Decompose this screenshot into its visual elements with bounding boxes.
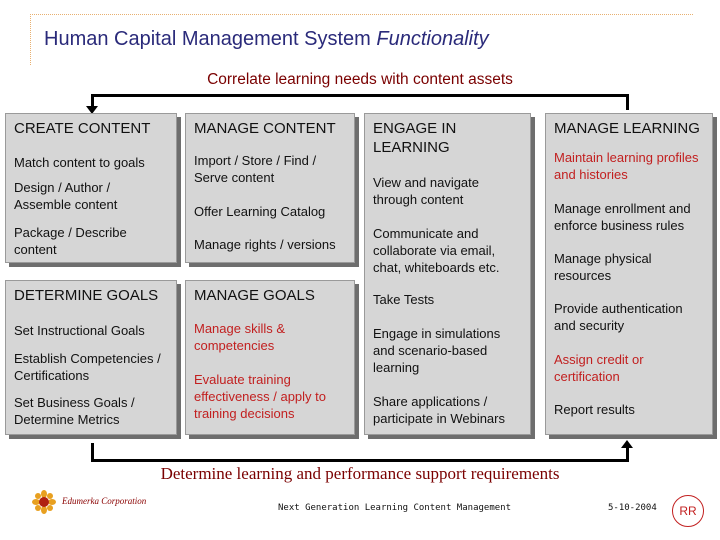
item-match-content: Match content to goals xyxy=(14,155,145,170)
bottom-loop-right-drop xyxy=(626,446,629,462)
item-establish-competencies: Establish Competencies / Certifications xyxy=(14,351,161,383)
panel-determine-goals xyxy=(5,280,177,435)
item-provide-authentication: Provide authentication and security xyxy=(554,301,683,333)
item-evaluate-training: Evaluate training effectiveness / apply to training decisions xyxy=(194,372,327,421)
bottom-loop-arrowhead xyxy=(621,440,633,448)
bottom-caption: Determine learning and performance support requirements xyxy=(160,464,560,483)
rr-badge: RR xyxy=(672,495,704,527)
footer-company: Edumerka Corporation xyxy=(62,496,147,506)
top-caption: Correlate learning needs with content assets xyxy=(207,71,513,88)
sunflower-logo-icon xyxy=(32,490,56,514)
item-report-results: Report results xyxy=(554,402,635,417)
title-italic: Functionality xyxy=(376,28,489,50)
bottom-loop-horizontal xyxy=(91,459,629,462)
item-design-author: Design / Author / Assemble content xyxy=(14,180,118,212)
panel-header-manage-content: MANAGE CONTENT xyxy=(194,120,336,137)
item-share-applications: Share applications / participate in Webinars xyxy=(373,394,505,426)
footer-date: 5-10-2004 xyxy=(608,503,657,513)
panel-header-engage-in-learning: ENGAGE IN LEARNING xyxy=(373,120,457,156)
bottom-loop-left-rise xyxy=(91,443,94,462)
panel-engage-in-learning xyxy=(364,113,531,435)
item-package-describe: Package / Describe content xyxy=(14,225,127,257)
item-manage-rights: Manage rights / versions xyxy=(194,237,336,252)
panel-manage-content xyxy=(185,113,355,263)
item-take-tests: Take Tests xyxy=(373,292,435,307)
page-title xyxy=(44,28,489,51)
top-loop-right-rise xyxy=(626,94,629,110)
panel-manage-learning xyxy=(545,113,713,435)
panel-header-manage-goals: MANAGE GOALS xyxy=(194,287,315,304)
item-assign-credit: Assign credit or certification xyxy=(554,352,644,384)
item-view-navigate: View and navigate through content xyxy=(373,175,480,207)
panel-manage-goals xyxy=(185,280,355,435)
item-set-instructional-goals: Set Instructional Goals xyxy=(14,323,145,338)
title-main: Human Capital Management System xyxy=(44,28,377,50)
panel-header-determine-goals: DETERMINE GOALS xyxy=(14,287,159,304)
item-engage-simulations: Engage in simulations and scenario-based learning xyxy=(373,326,501,375)
item-set-business-goals: Set Business Goals / Determine Metrics xyxy=(14,395,135,427)
panel-header-manage-learning: MANAGE LEARNING xyxy=(554,120,700,137)
panel-create-content xyxy=(5,113,177,263)
item-offer-catalog: Offer Learning Catalog xyxy=(194,204,326,219)
item-communicate-collaborate: Communicate and collaborate via email, chat, whiteboards etc. xyxy=(373,226,500,275)
item-manage-skills: Manage skills & competencies xyxy=(194,321,286,353)
item-import-store: Import / Store / Find / Serve content xyxy=(194,153,317,185)
panel-header-create-content: CREATE CONTENT xyxy=(14,120,151,137)
item-manage-enrollment: Manage enrollment and enforce business rules xyxy=(554,201,691,233)
item-maintain-profiles: Maintain learning profiles and histories xyxy=(554,150,699,182)
footer-center-text: Next Generation Learning Content Management xyxy=(278,503,511,513)
item-manage-physical: Manage physical resources xyxy=(554,251,652,283)
top-loop-horizontal xyxy=(91,94,629,97)
